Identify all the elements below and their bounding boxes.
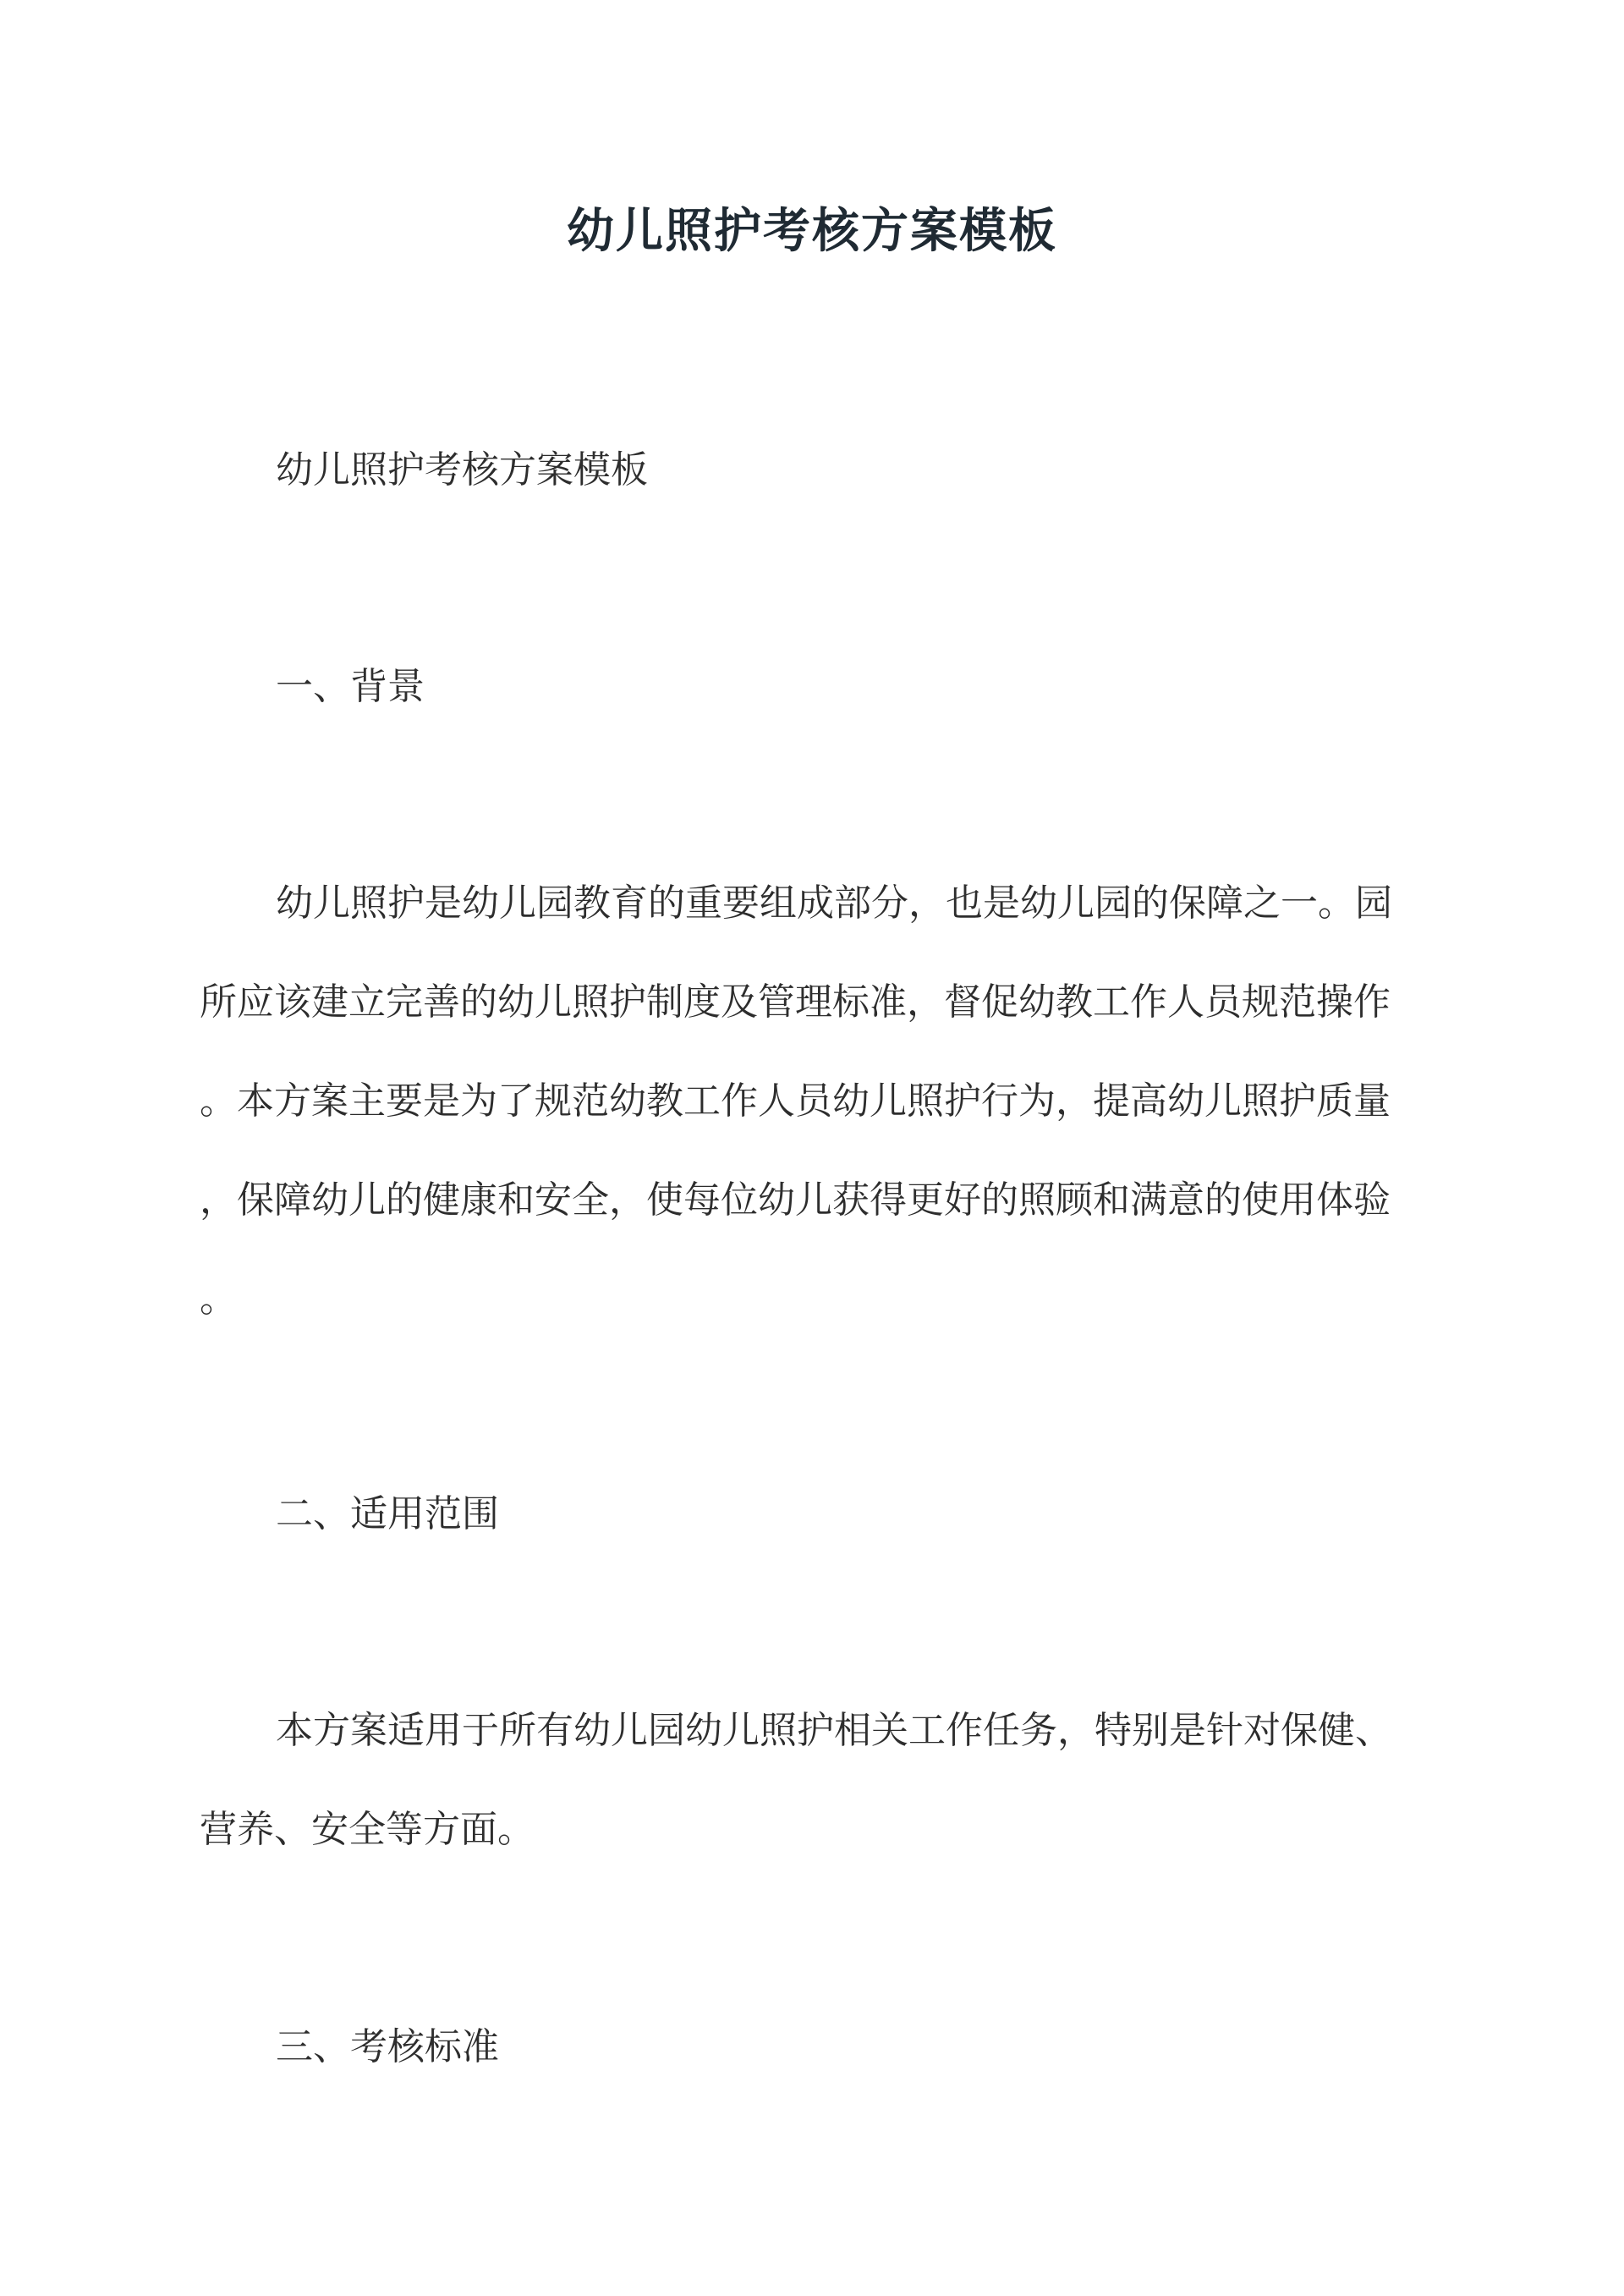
paragraph-line: 幼儿照护是幼儿园教育的重要组成部分，也是幼儿园的保障之一。园 xyxy=(276,882,1392,925)
section-heading-background: 一、背景 xyxy=(276,665,425,708)
paragraph-line: ，保障幼儿的健康和安全，使每位幼儿获得更好的照顾和满意的使用体验 xyxy=(200,1178,1391,1222)
document-subtitle: 幼儿照护考核方案模板 xyxy=(276,448,648,492)
paragraph-line: 营养、安全等方面。 xyxy=(200,1808,535,1851)
paragraph-line: 所应该建立完善的幼儿照护制度及管理标准，督促幼教工作人员规范操作 xyxy=(200,980,1391,1024)
section-heading-scope: 二、适用范围 xyxy=(276,1492,499,1535)
paragraph-line: 本方案适用于所有幼儿园幼儿照护相关工作任务，特别是针对保健、 xyxy=(276,1709,1392,1752)
paragraph-line: 。 xyxy=(200,1277,237,1321)
document-title: 幼儿照护考核方案模板 xyxy=(567,203,1057,259)
section-heading-criteria: 三、考核标准 xyxy=(276,2025,499,2068)
paragraph-line: 。本方案主要是为了规范幼教工作人员幼儿照护行为，提高幼儿照护质量 xyxy=(200,1079,1391,1123)
